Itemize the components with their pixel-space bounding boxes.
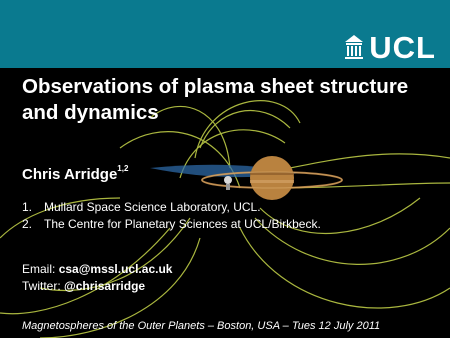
author-affiliation-superscript: 1,2	[117, 164, 129, 173]
author-name-text: Chris Arridge	[22, 166, 118, 183]
email-label: Email:	[22, 262, 59, 276]
email-link[interactable]: csa@mssl.ucl.ac.uk	[58, 262, 173, 276]
affiliation-number: 2.	[22, 217, 33, 231]
affiliation-item	[22, 216, 321, 233]
spacecraft	[224, 176, 232, 190]
twitter-link[interactable]: @chrisarridge	[64, 279, 146, 293]
contact-block	[22, 261, 172, 295]
affiliation-text: The Centre for Planetary Sciences at UCL/Birkbeck.	[44, 217, 321, 231]
logo-text: UCL	[369, 29, 436, 65]
slide-title: Observations of plasma sheet structure and dynamics	[22, 75, 409, 124]
header-bar	[0, 0, 450, 68]
footer-conference: Magnetospheres of the Outer Planets – Boston, USA – Tues 12 July 2011	[22, 320, 381, 332]
email-line	[22, 261, 172, 278]
twitter-line	[22, 278, 172, 295]
affiliation-item	[22, 199, 321, 216]
twitter-label: Twitter:	[22, 279, 65, 293]
ucl-portico-icon	[343, 34, 365, 60]
author-name	[22, 166, 128, 183]
ucl-logo	[343, 30, 436, 64]
affiliations-list	[22, 199, 321, 233]
affiliation-number: 1.	[22, 200, 33, 214]
affiliation-text: Mullard Space Science Laboratory, UCL.	[44, 200, 261, 214]
